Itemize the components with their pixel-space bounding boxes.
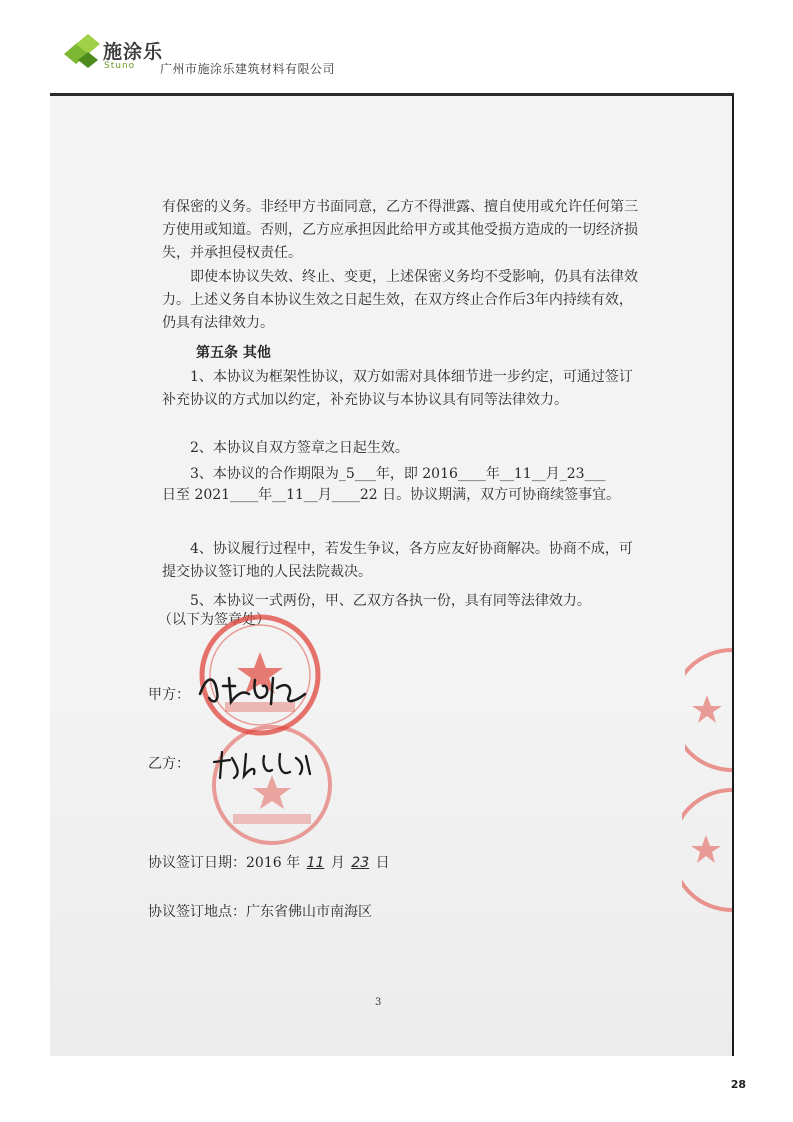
clause-4: 4、协议履行过程中，若发生争议，各方应友好协商解决。协商不成，可提交协议签订地的人民法院裁决。 [162,541,633,580]
signing-date-day: 23 [351,855,370,871]
signing-date-month: 11 [306,855,325,871]
margin-seal-bottom-icon [682,780,732,920]
article-five-heading: 第五条 其他 [196,345,271,361]
signature-note: （以下为签章处） [158,612,270,628]
brand-logo-icon [60,30,102,72]
party-b-signature-icon [210,744,320,784]
company-name: 广州市施涂乐建筑材料有限公司 [160,62,336,76]
party-b-label: 乙方： [148,756,190,772]
party-a-label: 甲方： [148,687,190,703]
page-number: 3 [375,997,382,1008]
clause-5: 5、本协议一式两份，甲、乙双方各执一份，具有同等法律效力。 [190,593,591,609]
page-header [0,0,793,100]
signing-date-day-unit: 日 [375,855,390,871]
scan-shadow [50,696,732,1056]
signing-date-month-unit: 月 [330,855,345,871]
clause-3-line2: 日至 2021____年__11__月____22 日。协议期满，双方可协商续签事宜。 [162,487,621,503]
signing-place: 协议签订地点：广东省佛山市南海区 [148,904,372,920]
document-page-badge: 28 [730,1078,746,1091]
party-a-signature-icon [195,664,315,714]
paragraph-validity: 即使本协议失效、终止、变更，上述保密义务均不受影响，仍具有法律效力。上述义务自本协议生效之日起生效，在双方终止合作后3年内持续有效，仍具有法律效力。 [162,269,638,331]
brand-name: 施涂乐 [103,41,164,63]
margin-seal-top-icon [685,640,732,780]
paragraph-confidentiality: 有保密的义务。非经甲方书面同意，乙方不得泄露、擅自使用或允许任何第三方使用或知道。否则，乙方应承担因此给甲方或其他受损方造成的一切经济损失，并承担侵权责任。 [162,199,638,261]
party-b-seal-icon [205,720,340,850]
signing-date-label: 协议签订日期：2016 年 [148,855,301,871]
clause-2: 2、本协议自双方签章之日起生效。 [190,440,409,456]
clause-3-line1: 3、本协议的合作期限为_5___年，即 2016____年__11__月_23___ [190,466,606,482]
signing-date [148,852,390,872]
clause-1: 1、本协议为框架性协议，双方如需对具体细节进一步约定，可通过签订补充协议的方式加以约定，补充协议与本协议具有同等法律效力。 [162,369,633,408]
brand-name-en: Stuno [104,61,136,71]
